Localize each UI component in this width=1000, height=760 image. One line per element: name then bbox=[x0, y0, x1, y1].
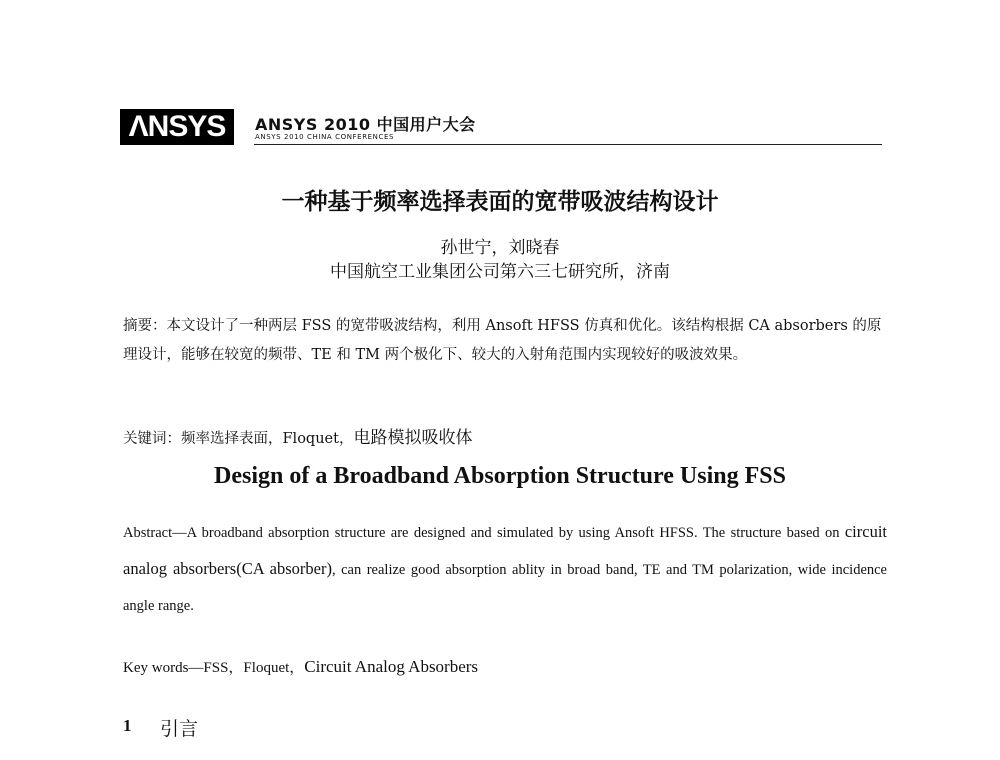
keywords-cn-tail: 电路模拟吸收体 bbox=[353, 428, 473, 448]
abstract-cn: 摘要：本文设计了一种两层 FSS 的宽带吸波结构，利用 Ansoft HFSS 仿真和优化。该结构根据 CA absorbers 的原理设计，能够在较宽的频带、TE 和 TM 两个极化下、较大的入射角范围内实现较好的吸波效果。 bbox=[123, 318, 882, 363]
section-number: 1 bbox=[123, 716, 132, 735]
paper-authors: 孙世宁，刘晓春 bbox=[440, 238, 560, 258]
paper-title-cn: 一种基于频率选择表面的宽带吸波结构设计 bbox=[281, 188, 719, 215]
keywords-en-label: Key words—FSS，Floquet， bbox=[123, 660, 305, 676]
paper-title-en: Design of a Broadband Absorption Structure Using FSS bbox=[214, 463, 786, 489]
conference-title: ANSYS 2010 中国用户大会 bbox=[255, 115, 476, 134]
paper-affiliation: 中国航空工业集团公司第六三七研究所，济南 bbox=[330, 262, 670, 282]
keywords-en bbox=[123, 656, 478, 677]
keywords-cn bbox=[123, 423, 472, 448]
ansys-logo: ΛNSYS bbox=[120, 109, 234, 145]
keywords-en-tail: Circuit Analog Absorbers bbox=[304, 657, 479, 676]
header-rule bbox=[254, 144, 882, 145]
conference-subtitle: ANSYS 2010 CHINA CONFERENCES bbox=[255, 133, 395, 141]
section-title: 引言 bbox=[160, 718, 199, 740]
abstract-en-part2: circuit analog absorbers(CA absorber) bbox=[123, 522, 887, 578]
abstract-en-part1: Abstract—A broadband absorption structure are designed and simulated by using Ansoft HFSS. The structure based on bbox=[123, 525, 845, 541]
keywords-cn-label: 关键词：频率选择表面，Floquet， bbox=[123, 431, 354, 447]
abstract-en bbox=[123, 514, 887, 624]
abstract-en-part3: , can realize good absorption ablity in broad band, TE and TM polarization, wide incidence angle range. bbox=[123, 562, 887, 614]
